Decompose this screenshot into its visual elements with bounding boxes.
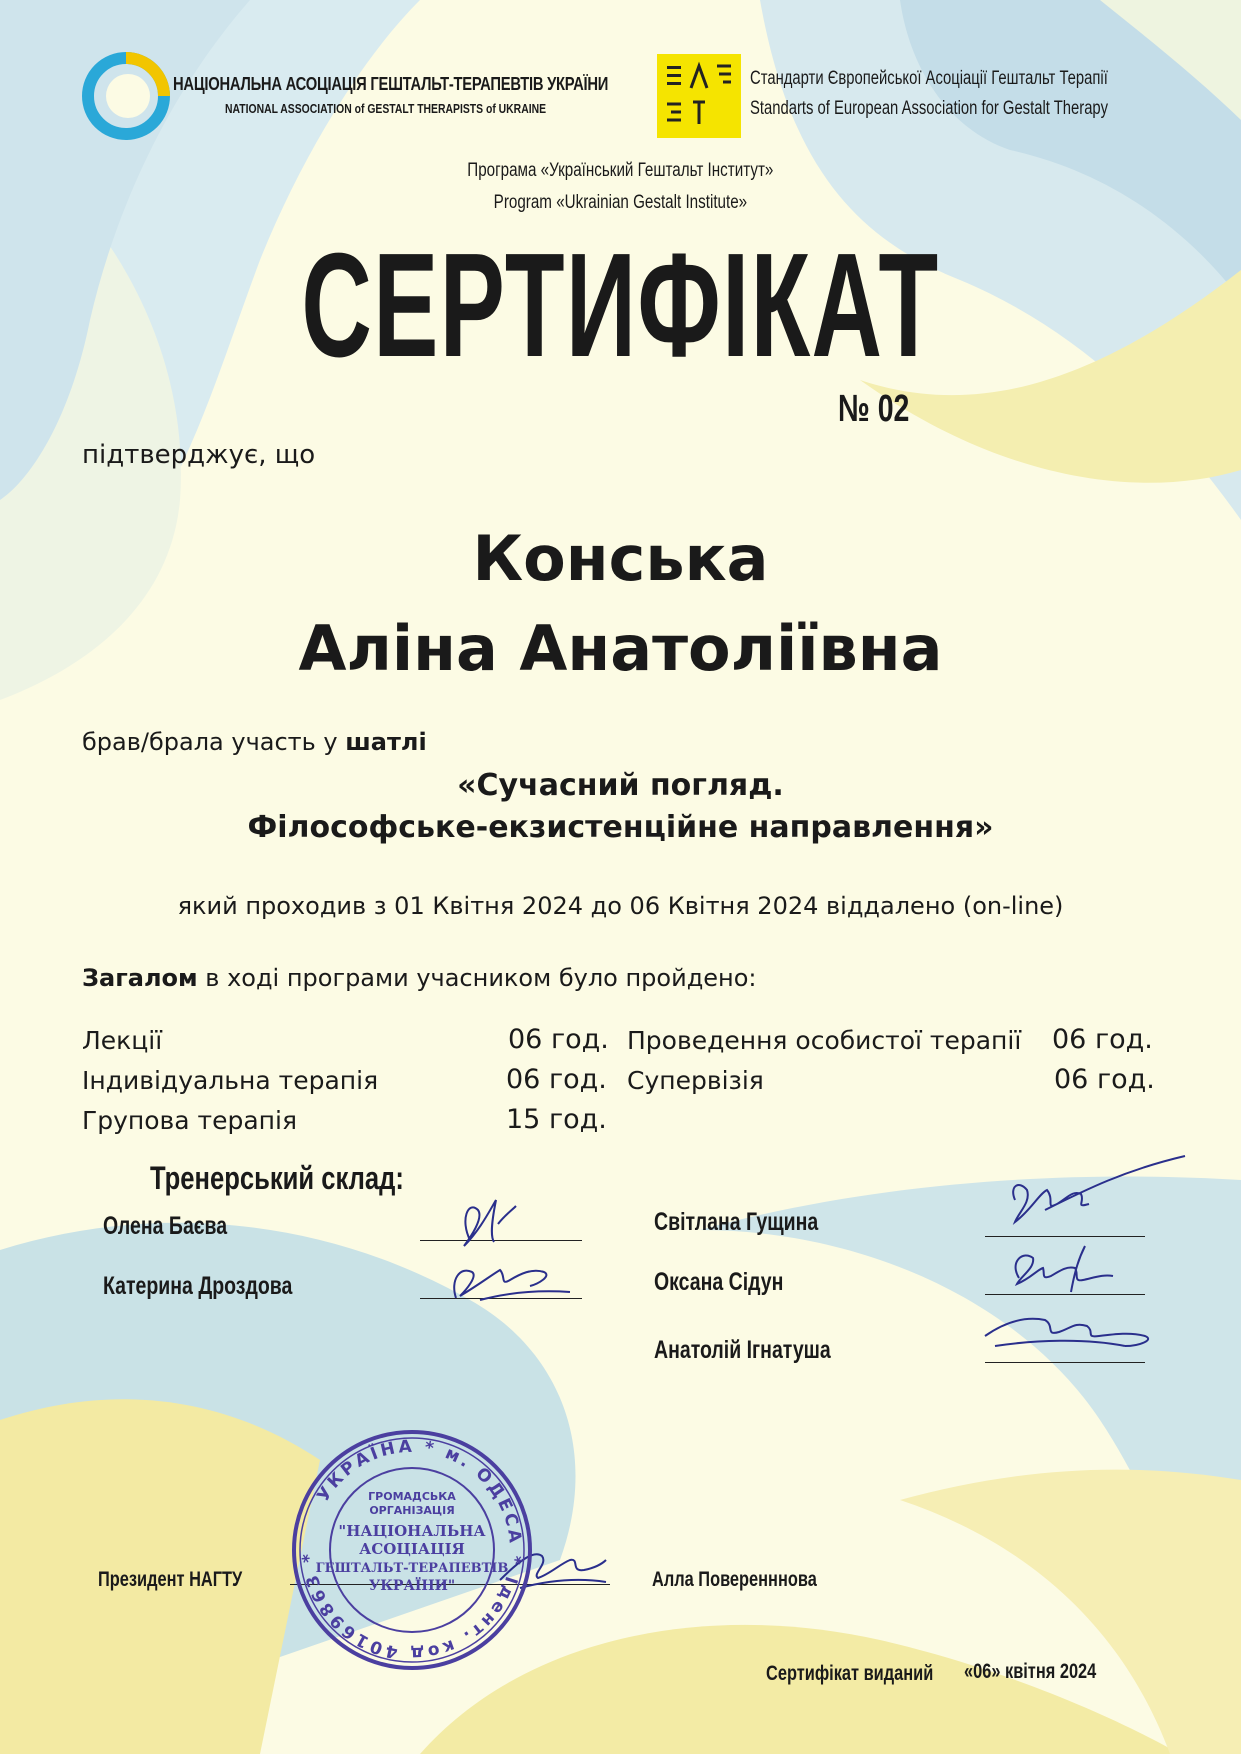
signatures-right-icon — [975, 1150, 1195, 1370]
trainer-name: Світлана Гущина — [654, 1208, 819, 1236]
program-ua: Програма «Український Гештальт Інститут» — [467, 160, 774, 181]
hours-label-individual: Індивідуальна терапія — [82, 1066, 379, 1095]
confirms-text: підтверджує, що — [82, 440, 316, 470]
president-name: Алла Поверенннова — [652, 1568, 817, 1591]
hours-label-supervision: Супервізія — [627, 1066, 764, 1095]
svg-text:УКРАЇНА * м. ОДЕСА * Ідент. ко: УКРАЇНА * м. ОДЕСА * Ідент. код 40169863 * — [298, 1436, 526, 1664]
trainer-name: Оксана Сідун — [654, 1268, 784, 1296]
nagt-title: НАЦІОНАЛЬНА АСОЦІАЦІЯ ГЕШТАЛЬТ-ТЕРАПЕВТІВ УКРАЇНИ — [173, 74, 609, 94]
hours-value-individual: 06 год. — [506, 1064, 607, 1095]
participant-given-names: Аліна Анатоліївна — [298, 612, 943, 685]
certificate-title: СЕРТИФІКАТ — [301, 223, 940, 388]
trainer-name: Олена Баєва — [103, 1212, 228, 1240]
overall-text: Загалом в ході програми учасником було пройдено: — [82, 964, 757, 992]
course-line-2: Філософське-екзистенційне направлення» — [247, 810, 994, 845]
hours-value-supervision: 06 год. — [1054, 1064, 1155, 1095]
eagt-logo-icon — [657, 54, 741, 138]
hours-value-personal-therapy: 06 год. — [1052, 1024, 1153, 1055]
program-en: Program «Ukrainian Gestalt Institute» — [493, 192, 748, 213]
svg-text:АСОЦІАЦІЯ: АСОЦІАЦІЯ — [359, 1540, 465, 1558]
nagt-logo-icon — [80, 50, 172, 142]
issued-date: «06» квітня 2024 — [964, 1660, 1097, 1683]
shuttle-word: шатлі — [345, 728, 427, 756]
hours-label-lectures: Лекції — [82, 1026, 163, 1055]
svg-text:УКРАЇНИ": УКРАЇНИ" — [368, 1578, 456, 1594]
eagt-title-en: Standarts of European Association for Gestalt Therapy — [750, 98, 1109, 119]
svg-text:ГЕШТАЛЬТ-ТЕРАПЕВТІВ: ГЕШТАЛЬТ-ТЕРАПЕВТІВ — [315, 1561, 509, 1576]
hours-value-lectures: 06 год. — [508, 1024, 609, 1055]
hours-label-personal-therapy: Проведення особистої терапії — [627, 1026, 1022, 1055]
svg-text:"НАЦІОНАЛЬНА: "НАЦІОНАЛЬНА — [338, 1522, 486, 1540]
hours-value-group: 15 год. — [506, 1104, 607, 1135]
eagt-title-ua: Стандарти Європейської Асоціації Гештальт Терапії — [750, 68, 1108, 89]
president-label: Президент НАГТУ — [98, 1568, 243, 1591]
signatures-left-icon — [420, 1180, 600, 1310]
participant-surname: Конська — [472, 522, 769, 595]
trainer-name: Анатолій Ігнатуша — [654, 1336, 831, 1364]
course-line-1: «Сучасний погляд. — [457, 768, 784, 803]
nagt-subtitle: NATIONAL ASSOCIATION of GESTALT THERAPISTS of UKRAINE — [225, 101, 547, 116]
hours-label-group: Групова терапія — [82, 1106, 298, 1135]
svg-text:ГРОМАДСЬКА: ГРОМАДСЬКА — [368, 1490, 456, 1503]
issued-label: Сертифікат виданий — [766, 1662, 934, 1685]
course-period: який проходив з 01 Квітня 2024 до 06 Квітня 2024 віддалено (on-line) — [177, 892, 1064, 920]
trainer-name: Катерина Дроздова — [103, 1272, 293, 1300]
took-part-text: брав/брала участь у шатлі — [82, 728, 427, 756]
certificate-number: № 02 — [838, 388, 910, 430]
organization-stamp-icon — [290, 1428, 534, 1672]
svg-text:ОРГАНІЗАЦІЯ: ОРГАНІЗАЦІЯ — [369, 1504, 455, 1517]
trainers-title: Тренерський склад: — [150, 1160, 404, 1196]
